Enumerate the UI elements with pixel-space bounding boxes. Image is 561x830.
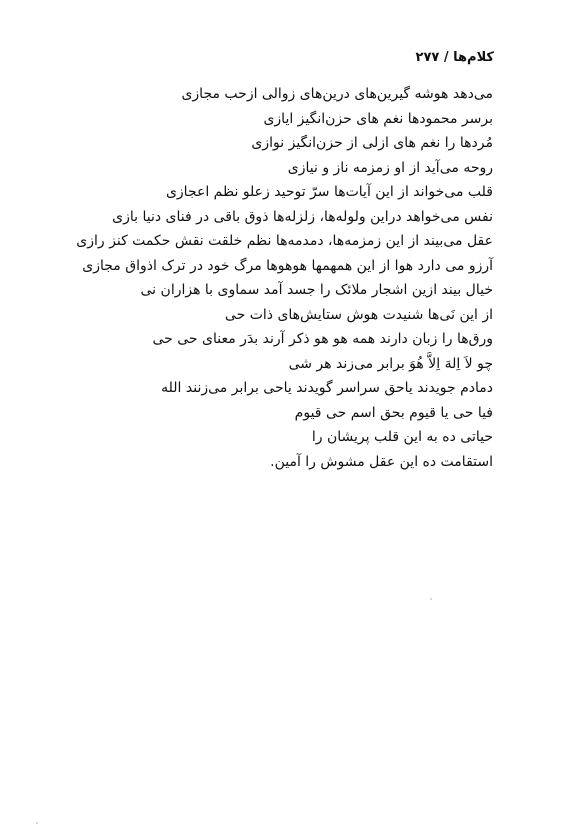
- poem-line: ورق‌ها را زبان دارند همه هو هو ذکر آرند بدَر معنای حی حی: [152, 331, 493, 347]
- poem-line: می‌دهد هوشه گیرین‌های درین‌های زوالی ازحب مجازی: [181, 86, 493, 102]
- poem-line: برسر محمودها نغم های حزن‌انگیز ایازی: [263, 110, 493, 127]
- poem-line: عقل می‌بیند از این زمزمه‌ها، دمدمه‌ها نظم خلقت نقش حکمت کنز رازی: [76, 233, 493, 249]
- scan-speck: [430, 598, 432, 600]
- poem-line: استقامت ده این عقل مشوش را آمین.: [270, 453, 493, 470]
- poem-line: آرزو می دارد هوا از این همهمها هوهوها مرگ خود در ترک اذواق مجازی: [82, 257, 493, 274]
- poem-line: فیا حی یا قیوم بحق اسم حی قیوم: [294, 404, 493, 421]
- poem-line: دمادم جویدند یاحق سراسر گویدند یاحی برابر می‌زنند الله: [161, 380, 493, 396]
- poem-line: روحه می‌آید از او زمزمه ناز و نیازی: [287, 159, 493, 176]
- poem-line: از این نَی‌ها شنیدت هوش ستایش‌های ذات حی: [224, 306, 493, 323]
- poem-line: مُردها را نغم های ازلی از حزن‌انگیز نوازی: [251, 135, 493, 151]
- poem-line: قلب می‌خواند از این آیات‌ها سرّ توحید زعلو نظم اعجازی: [165, 184, 493, 200]
- poem-line: نفس می‌خواهد دراین ولوله‌ها، زلزله‌ها ذوق باقی در فنای دنیا بازی: [112, 208, 493, 225]
- poem-body: [53, 82, 493, 474]
- scan-speck: [36, 822, 38, 824]
- poem-line: حیاتی ده به این قلب پریشان را: [311, 429, 493, 445]
- running-head: کلام‌ها / ۲۷۷: [415, 50, 494, 65]
- poem-line: چو لاَ اِلهَ اِلاَّ هُوَ برابر می‌زند هر شی: [288, 355, 493, 372]
- poem-line: خیال بیند ازین اشجار ملائک را جسد آمد سماوی با هزاران نی: [140, 282, 493, 298]
